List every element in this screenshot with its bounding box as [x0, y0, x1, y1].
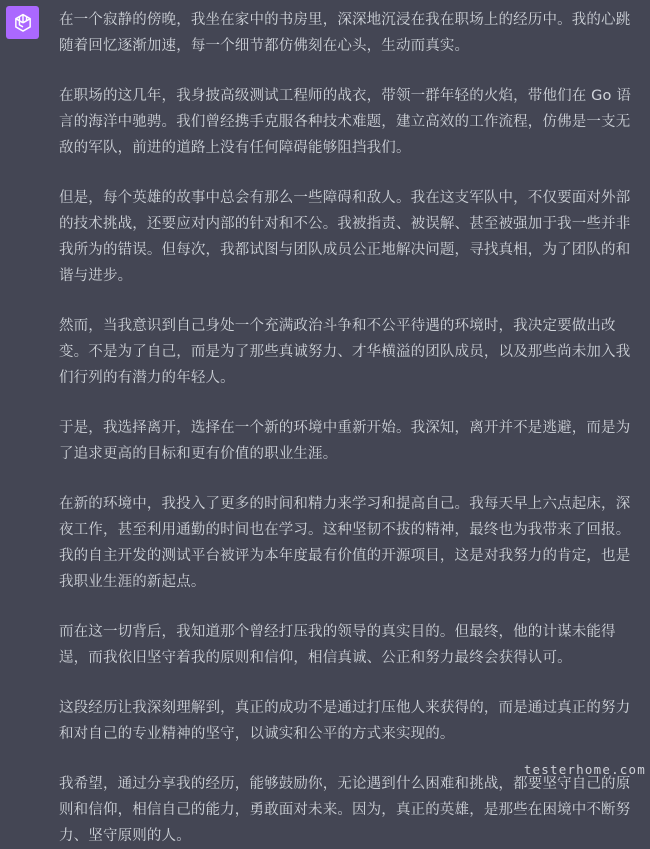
message-paragraph: 我希望，通过分享我的经历，能够鼓励你，无论遇到什么困难和挑战，都要坚守自己的原则和信仰，相信自己的能力，勇敢面对未来。因为，真正的英雄，是那些在困境中不断努力、坚守原则的人。	[59, 776, 631, 844]
message-paragraph: 在职场的这几年，我身披高级测试工程师的战衣，带领一群年轻的火焰，带他们在 Go 语言的海洋中驰骋。我们曾经携手克服各种技术难题，建立高效的工作流程，仿佛是一支无敌的军队，前进的道路上没有任何障碍能够阻挡我们。	[59, 88, 631, 156]
message-paragraph: 但是，每个英雄的故事中总会有那么一些障碍和敌人。我在这支军队中，不仅要面对外部的技术挑战，还要应对内部的针对和不公。我被指责、被误解、甚至被强加于我一些并非我所为的错误。但每次，我都试图与团队成员公正地解决问题，寻找真相，为了团队的和谐与进步。	[59, 190, 631, 284]
assistant-avatar	[6, 6, 39, 39]
assistant-message	[59, 7, 643, 849]
message-paragraph: 这段经历让我深刻理解到，真正的成功不是通过打压他人来获得的，而是通过真正的努力和对自己的专业精神的坚守，以诚实和公平的方式来实现的。	[59, 700, 631, 742]
openai-logo-icon	[12, 12, 34, 34]
message-paragraph: 而在这一切背后，我知道那个曾经打压我的领导的真实目的。但最终，他的计谋未能得逞，而我依旧坚守着我的原则和信仰，相信真诚、公正和努力最终会获得认可。	[59, 624, 616, 666]
message-paragraph: 然而，当我意识到自己身处一个充满政治斗争和不公平待遇的环境时，我决定要做出改变。不是为了自己，而是为了那些真诚努力、才华横溢的团队成员，以及那些尚未加入我们行列的有潜力的年轻人。	[59, 318, 631, 386]
message-paragraph: 在新的环境中，我投入了更多的时间和精力来学习和提高自己。我每天早上六点起床，深夜工作，甚至利用通勤的时间也在学习。这种坚韧不拔的精神，最终也为我带来了回报。我的自主开发的测试平台被评为本年度最有价值的开源项目，这是对我努力的肯定，也是我职业生涯的新起点。	[59, 496, 631, 590]
message-paragraph: 在一个寂静的傍晚，我坐在家中的书房里，深深地沉浸在我在职场上的经历中。我的心跳随着回忆逐渐加速，每一个细节都仿佛刻在心头，生动而真实。	[59, 12, 631, 54]
message-paragraph: 于是，我选择离开，选择在一个新的环境中重新开始。我深知，离开并不是逃避，而是为了追求更高的目标和更有价值的职业生涯。	[59, 420, 631, 462]
watermark: testerhome.com	[523, 762, 646, 777]
